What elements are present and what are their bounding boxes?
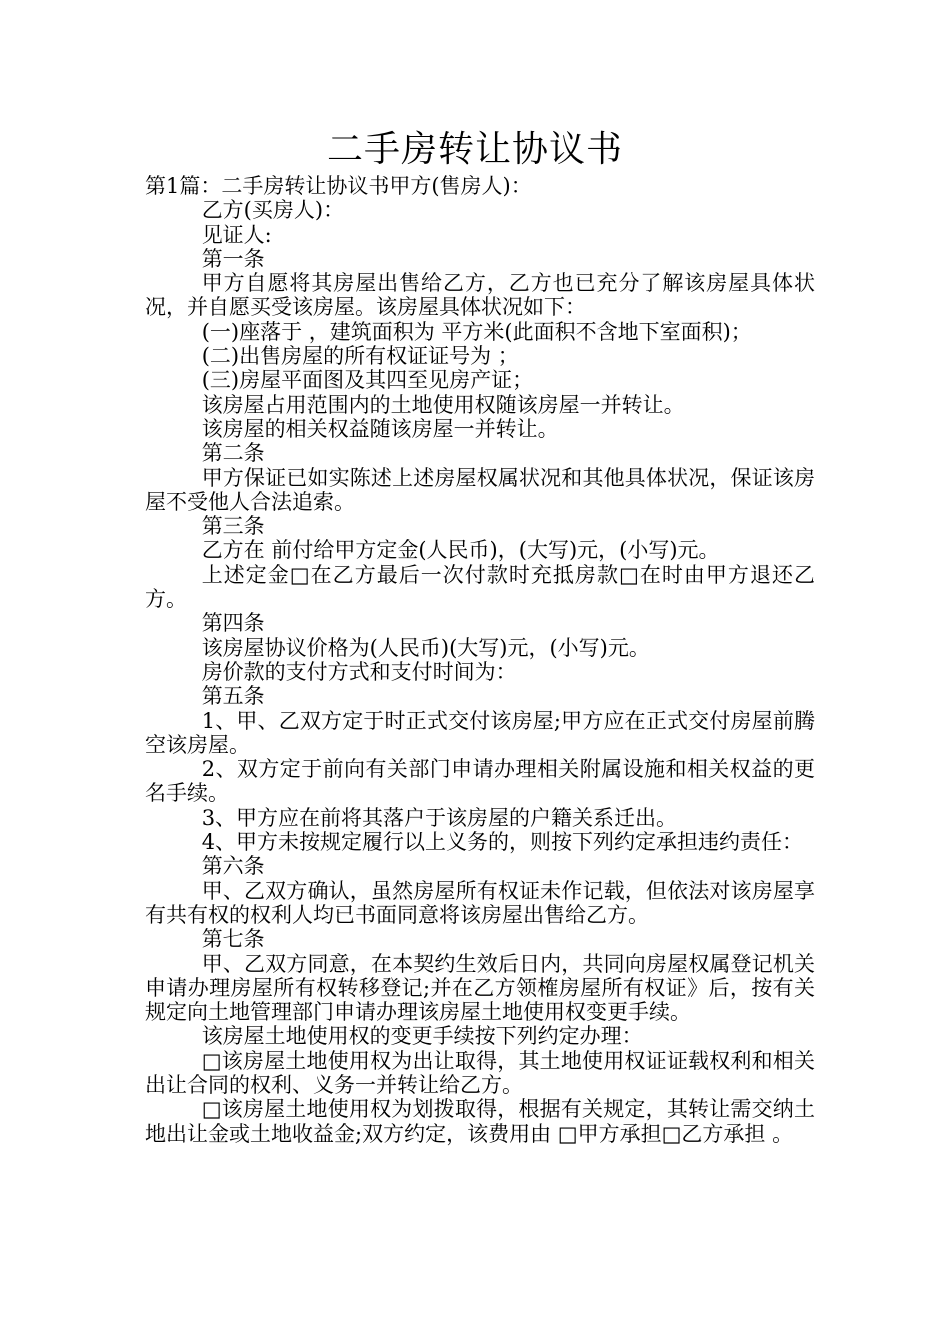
- paragraph: (二)出售房屋的所有权证证号为 ；: [201, 344, 519, 369]
- article-heading: 第五条: [201, 684, 265, 709]
- paragraph: 该房屋协议价格为(人民币)(大写)元，(小写)元。: [201, 635, 650, 660]
- paragraph: 2、双方定于前向有关部门申请办理相关附属设施和相关权益的更名手续。: [145, 757, 815, 806]
- paragraph: 见证人:: [201, 222, 272, 247]
- paragraph: 3、甲方应在前将其落户于该房屋的户籍关系迁出。: [201, 805, 678, 830]
- paragraph: 该房屋占用范围内的土地使用权随该房屋一并转让。: [201, 392, 685, 417]
- paragraph: 上述定金□在乙方最后一次付款时充抵房款□在时由甲方退还乙方。: [145, 562, 815, 612]
- paragraph: 乙方(买房人)：: [201, 198, 345, 223]
- paragraph: 该房屋的相关权益随该房屋一并转让。: [201, 416, 559, 441]
- paragraph: 甲方保证已如实陈述上述房屋权属状况和其他具体状况，保证该房屋不受他人合法追索。: [145, 465, 815, 514]
- article-heading: 第七条: [201, 927, 265, 952]
- paragraph: (一)座落于 ，建筑面积为 平方米(此面积不含地下室面积)；: [201, 319, 752, 344]
- paragraph: 甲、乙双方确认，虽然房屋所有权证未作记载，但依法对该房屋享有共有权的权利人均已书面同意将该房屋出售给乙方。: [145, 878, 815, 927]
- paragraph: 该房屋土地使用权的变更手续按下列约定办理：: [201, 1024, 643, 1049]
- article-heading: 第一条: [201, 246, 265, 271]
- paragraph: 甲方自愿将其房屋出售给乙方，乙方也已充分了解该房屋具体状况，并自愿买受该房屋。该房屋具体状况如下：: [145, 271, 815, 320]
- paragraph: 1、甲、乙双方定于时正式交付该房屋;甲方应在正式交付房屋前腾空该房屋。: [145, 708, 815, 757]
- paragraph: 4、甲方未按规定履行以上义务的，则按下列约定承担违约责任：: [201, 830, 804, 855]
- document-body: [145, 174, 815, 1146]
- paragraph: 房价款的支付方式和支付时间为：: [201, 659, 517, 684]
- article-heading: 第三条: [201, 514, 265, 539]
- document-title: 二手房转让协议书: [326, 129, 623, 170]
- paragraph: 乙方在 前付给甲方定金(人民币)，(大写)元，(小写)元。: [201, 538, 720, 563]
- paragraph: 第1篇：二手房转让协议书甲方(售房人)：: [145, 174, 532, 198]
- paragraph: 甲、乙双方同意，在本契约生效后日内，共同向房屋权属登记机关申请办理房屋所有权转移登记;并在乙方领榷房屋所有权证》后，按有关规定向土地管理部门申请办理该房屋土地使用权变更手续。: [145, 951, 815, 1025]
- article-heading: 第四条: [201, 611, 265, 636]
- paragraph: (三)房屋平面图及其四至见房产证；: [201, 368, 534, 393]
- article-heading: 第六条: [201, 854, 265, 879]
- paragraph: □该房屋土地使用权为出让取得，其土地使用权证证载权利和相关出让合同的权利、义务一并转让给乙方。: [145, 1048, 815, 1097]
- paragraph: □该房屋土地使用权为划拨取得，根据有关规定，其转让需交纳土地出让金或土地收益金;双方约定，该费用由 □甲方承担□乙方承担 。: [145, 1097, 815, 1146]
- article-heading: 第二条: [201, 441, 265, 466]
